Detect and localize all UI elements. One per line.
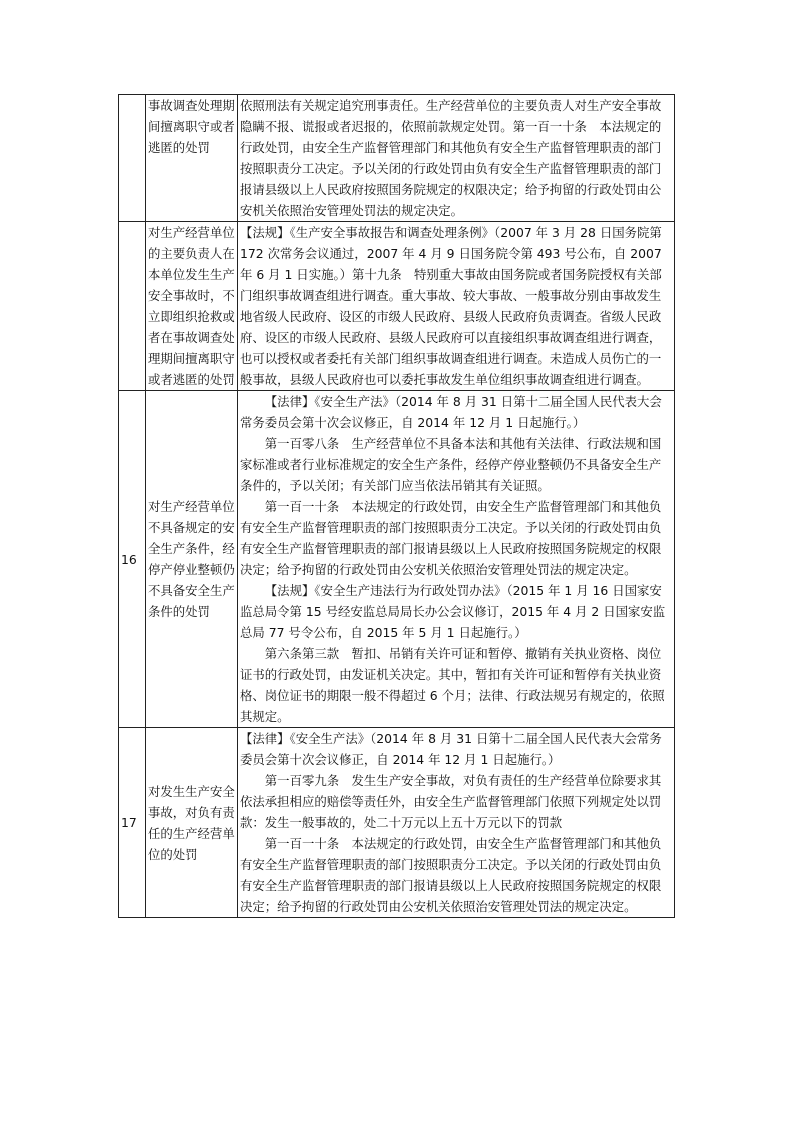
row-number xyxy=(119,222,146,391)
legal-basis xyxy=(238,728,675,918)
table-row xyxy=(119,391,675,728)
row-number: 16 xyxy=(119,391,146,728)
penalty-item: 对生产经营单位不具备规定的安全生产条件，经停产停业整顿仍不具备安全生产条件的处罚 xyxy=(146,391,238,728)
penalty-item: 对发生生产安全事故，对负有责任的生产经营单位的处罚 xyxy=(146,728,238,918)
legal-basis xyxy=(238,95,675,222)
basis-paragraph: 【法律】《安全生产法》（2014 年 8 月 31 日第十二届全国人民代表大会常务委员会第十次会议修正，自 2014 年 12 月 1 日起施行。） xyxy=(240,394,662,430)
row-number: 17 xyxy=(119,728,146,918)
table-row xyxy=(119,95,675,222)
basis-paragraph: 第一百一十条 本法规定的行政处罚，由安全生产监督管理部门和其他负有安全生产监督管理职责的部门按照职责分工决定。予以关闭的行政处罚由负有安全生产监督管理职责的部门报请县级以上人民政府按照国务院规定的权限决定；给予拘留的行政处罚由公安机关依照治安管理处罚法的规定决定。 xyxy=(240,499,662,577)
penalty-item: 对生产经营单位的主要负责人在本单位发生生产安全事故时，不立即组织抢救或者在事故调查处理期间擅离职守或者逃匿的处罚 xyxy=(146,222,238,391)
basis-paragraph: 【法律】《安全生产法》（2014 年 8 月 31 日第十二届全国人民代表大会常务委员会第十次会议修正，自 2014 年 12 月 1 日起施行。） xyxy=(240,731,662,767)
basis-paragraph: 【法规】《生产安全事故报告和调查处理条例》（2007 年 3 月 28 日国务院第 172 次常务会议通过，2007 年 4 月 9 日国务院令第 493 号公布，自 2007 年 6 月 1 日实施。）第十九条 特别重大事故由国务院或者国务院授权有关部门组织事故调查组进行调查。重大事故、较大事故、一般事故分别由事故发生地省级人民政府、设区的市级人民政府、县级人民政府负责调查。省级人民政府、设区的市级人民政府、县级人民政府可以直接组织事故调查组进行调查，也可以授权或者委托有关部门组织事故调查组进行调查。未造成人员伤亡的一般事故，县级人民政府也可以委托事故发生单位组织事故调查组进行调查。 xyxy=(240,225,662,387)
legal-basis xyxy=(238,222,675,391)
row-number xyxy=(119,95,146,222)
basis-paragraph: 第一百一十条 本法规定的行政处罚，由安全生产监督管理部门和其他负有安全生产监督管理职责的部门按照职责分工决定。予以关闭的行政处罚由负有安全生产监督管理职责的部门报请县级以上人民政府按照国务院规定的权限决定；给予拘留的行政处罚由公安机关依照治安管理处罚法的规定决定。 xyxy=(240,836,662,914)
basis-paragraph: 依照刑法有关规定追究刑事责任。生产经营单位的主要负责人对生产安全事故隐瞒不报、谎报或者迟报的，依照前款规定处罚。第一百一十条 本法规定的行政处罚，由安全生产监督管理部门和其他负有安全生产监督管理职责的部门按照职责分工决定。予以关闭的行政处罚由负有安全生产监督管理职责的部门报请县级以上人民政府按照国务院规定的权限决定；给予拘留的行政处罚由公安机关依照治安管理处罚法的规定决定。 xyxy=(240,98,662,218)
basis-paragraph: 【法规】《安全生产违法行为行政处罚办法》（2015 年 1 月 16 日国家安监总局令第 15 号经安监总局局长办公会议修订，2015 年 4 月 2 日国家安监总局 77 号令公布，自 2015 年 5 月 1 日起施行。） xyxy=(240,583,666,640)
basis-paragraph: 第一百零八条 生产经营单位不具备本法和其他有关法律、行政法规和国家标准或者行业标准规定的安全生产条件，经停产停业整顿仍不具备安全生产条件的，予以关闭；有关部门应当依法吊销其有关证照。 xyxy=(240,436,662,493)
legal-basis xyxy=(238,391,675,728)
penalty-item: 事故调查处理期间擅离职守或者逃匿的处罚 xyxy=(146,95,238,222)
penalty-table xyxy=(118,94,675,918)
table-row xyxy=(119,222,675,391)
basis-paragraph: 第六条第三款 暂扣、吊销有关许可证和暂停、撤销有关执业资格、岗位证书的行政处罚，由发证机关决定。其中，暂扣有关许可证和暂停有关执业资格、岗位证书的期限一般不得超过 6 个月；法律、行政法规另有规定的，依照其规定。 xyxy=(240,646,665,724)
table-row xyxy=(119,728,675,918)
basis-paragraph: 第一百零九条 发生生产安全事故，对负有责任的生产经营单位除要求其依法承担相应的赔偿等责任外，由安全生产监督管理部门依照下列规定处以罚款：发生一般事故的，处二十万元以上五十万元以下的罚款 xyxy=(240,773,662,830)
